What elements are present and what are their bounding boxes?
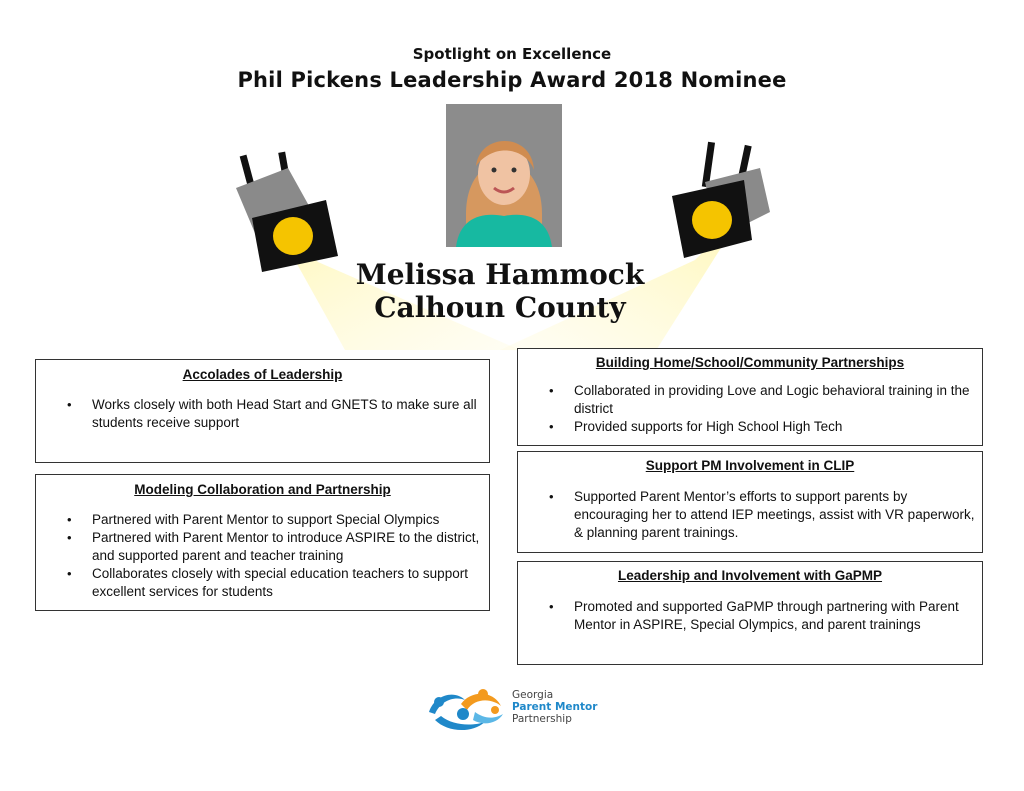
section-heading: Leadership and Involvement with GaPMP [617,568,883,583]
section-heading: Modeling Collaboration and Partnership [134,482,391,497]
logo-text [512,689,597,725]
list-item: • Collaborates closely with special education teachers to support excellent services for students [36,565,489,601]
page-title: Phil Pickens Leadership Award 2018 Nominee [237,68,787,92]
nominee-photo [446,104,562,247]
gapmp-involvement-section [517,561,983,665]
logo-figures-icon [425,682,507,738]
list-item: • Partnered with Parent Mentor to support Special Olympics [36,511,489,529]
section-heading: Support PM Involvement in CLIP [645,458,855,473]
list-item: • Provided supports for High School High Tech [518,418,982,436]
list-item: • Promoted and supported GaPMP through partnering with Parent Mentor in ASPIRE, Special Olympics, and parent trainings [518,598,982,634]
gpmp-logo [425,682,625,738]
list-item: • Supported Parent Mentor’s efforts to support parents by encouraging her to attend IEP meetings, assist with VR paperwork, & planning parent trainings. [518,488,982,542]
left-spotlight-icon [236,152,338,272]
bullet-list [518,598,982,634]
section-heading: Accolades of Leadership [182,367,343,382]
bullet-list [518,382,982,436]
bullet-list [36,511,489,601]
accolades-section [35,359,490,463]
bullet-list [36,396,489,432]
list-item: • Works closely with both Head Start and GNETS to make sure all students receive support [36,396,489,432]
pm-involvement-section [517,451,983,553]
bullet-list [518,488,982,542]
list-item: • Partnered with Parent Mentor to introduce ASPIRE to the district, and supported parent and teacher training [36,529,489,565]
nominee-county: Calhoun County [374,291,626,324]
right-spotlight-icon [672,142,770,258]
modeling-collaboration-section [35,474,490,611]
section-heading: Building Home/School/Community Partnerships [595,355,905,370]
list-item: • Collaborated in providing Love and Logic behavioral training in the district [518,382,982,418]
community-partnerships-section [517,348,983,446]
nominee-name: Melissa Hammock [355,258,645,291]
logo-line-georgia: Georgia [512,689,554,701]
header-subtitle: Spotlight on Excellence [412,45,612,63]
logo-line-parent-mentor: Parent Mentor [512,701,598,713]
logo-line-partnership: Partnership [512,713,572,725]
